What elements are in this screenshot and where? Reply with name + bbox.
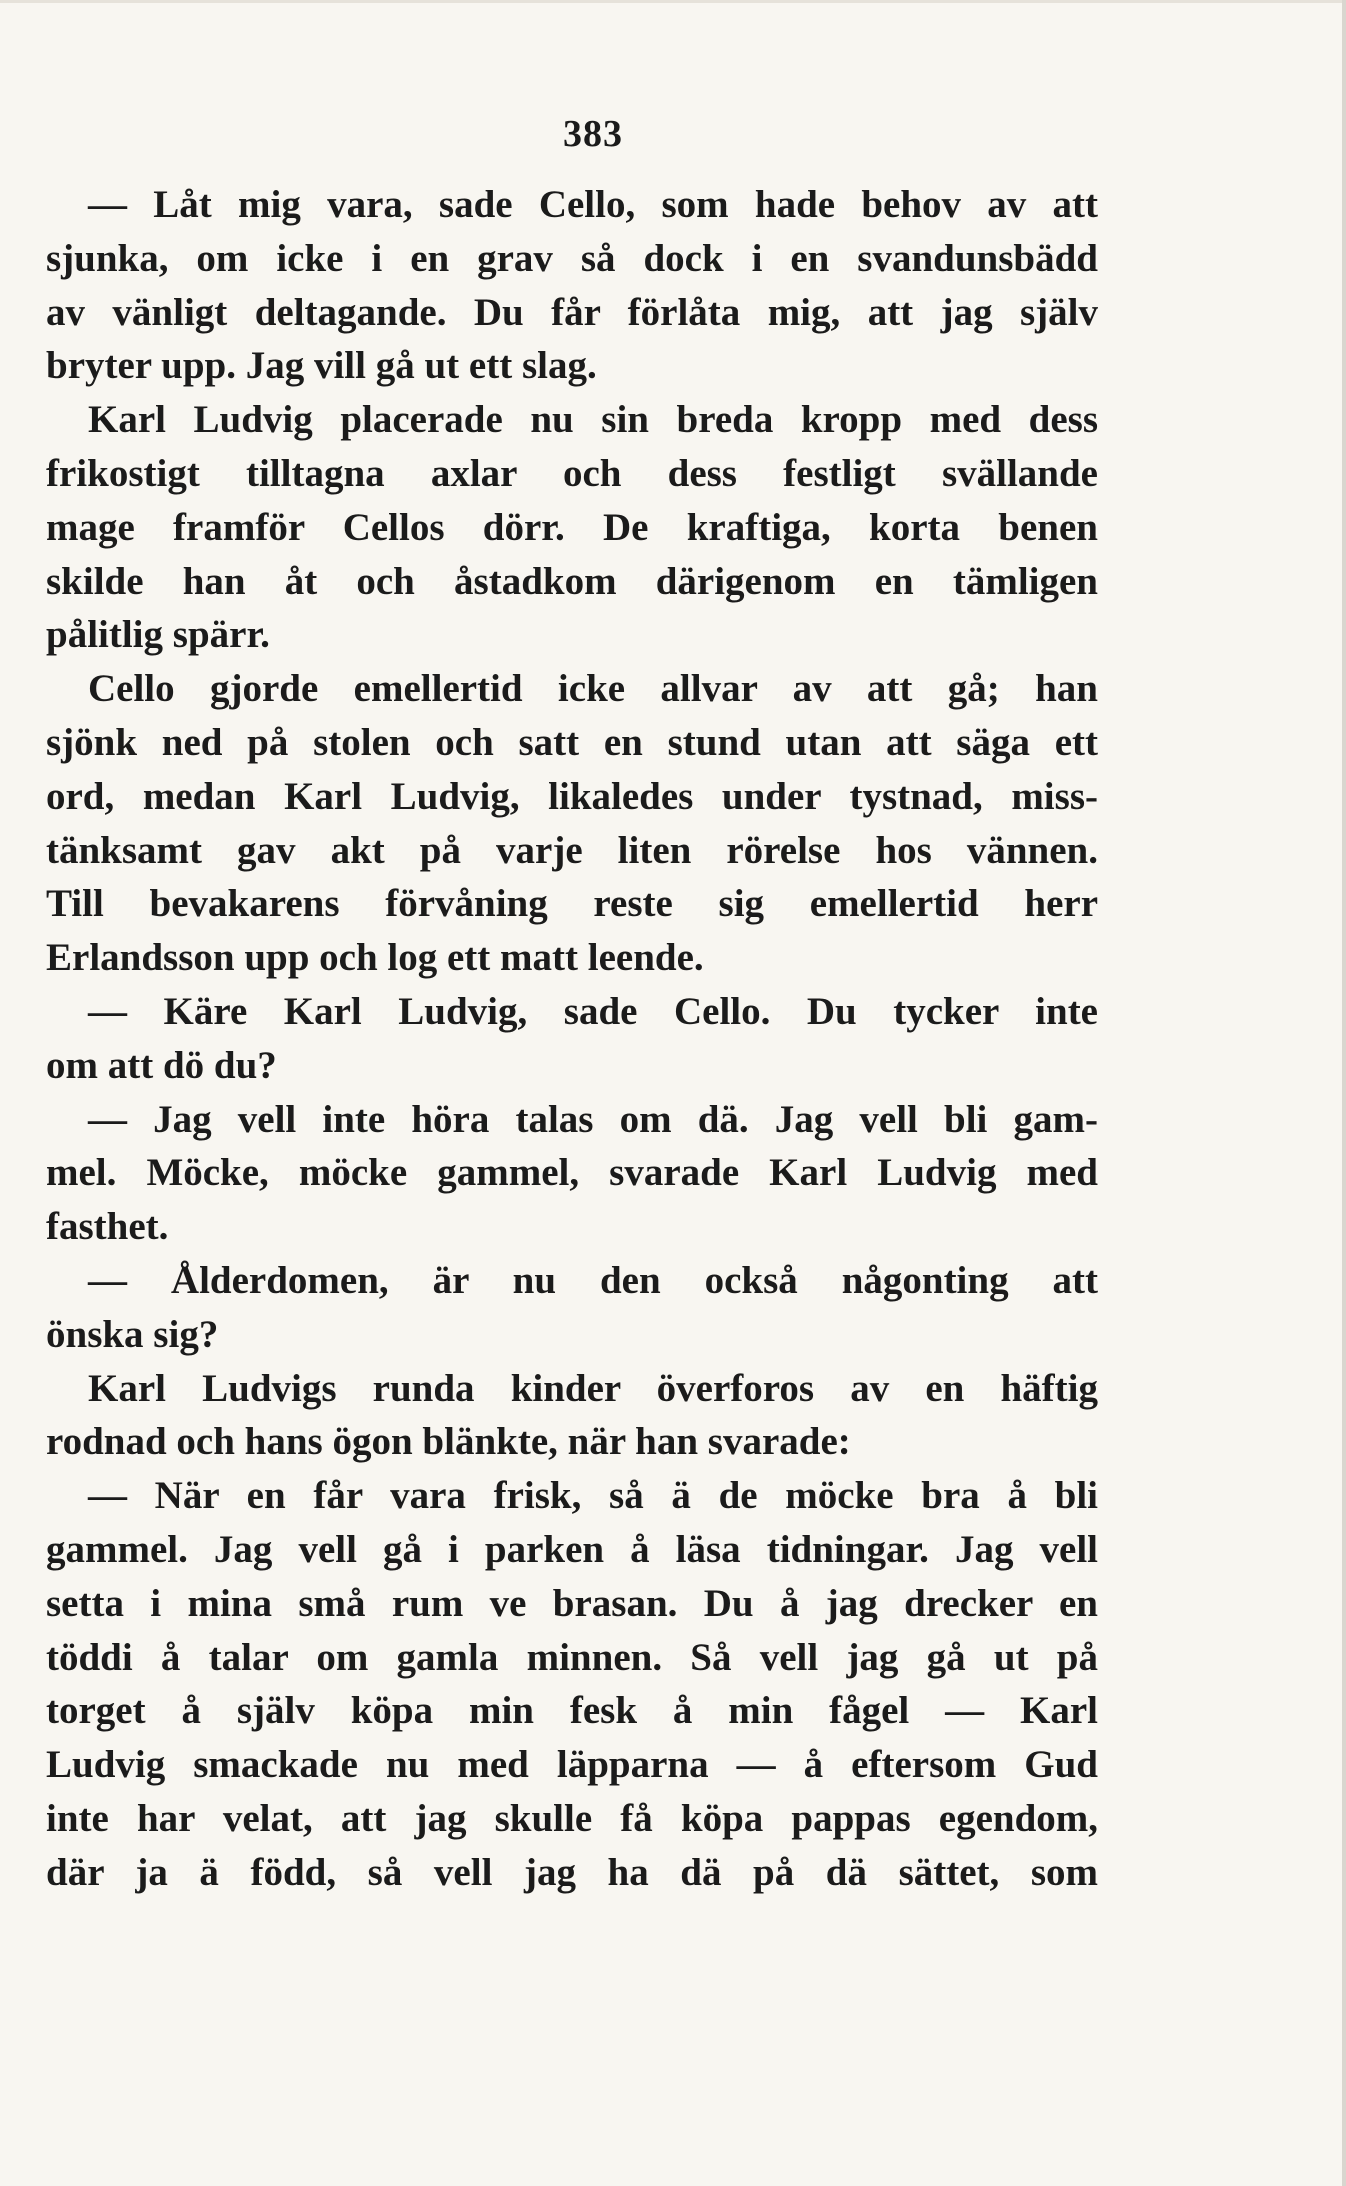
text-line: av vänligt deltagande. Du får förlåta mig, att jag själv <box>46 290 1098 334</box>
text-line: Till bevakarens förvåning reste sig emellertid herr <box>46 882 1098 926</box>
text-line: pålitlig spärr. <box>46 613 270 657</box>
text-line: sjunka, om icke i en grav så dock i en svandunsbädd <box>46 236 1098 280</box>
text-line: torget å själv köpa min fesk å min fågel — Karl <box>46 1689 1098 1733</box>
text-line: Karl Ludvigs runda kinder överforos av en häftig <box>88 1366 1098 1410</box>
text-line: — Jag vell inte höra talas om dä. Jag vell bli gam- <box>88 1097 1098 1141</box>
text-line: Ludvig smackade nu med läpparna — å eftersom Gud <box>46 1743 1098 1787</box>
text-line: önska sig? <box>46 1312 219 1356</box>
text-line: inte har velat, att jag skulle få köpa pappas egendom, <box>46 1796 1098 1840</box>
text-line: — Käre Karl Ludvig, sade Cello. Du tycker inte <box>88 989 1098 1033</box>
body-text <box>46 178 1098 1900</box>
text-line: Cello gjorde emellertid icke allvar av att gå; han <box>88 667 1098 711</box>
text-line: tänksamt gav akt på varje liten rörelse hos vännen. <box>46 828 1098 872</box>
text-line: Karl Ludvig placerade nu sin breda kropp med dess <box>88 398 1098 442</box>
page-right-edge <box>1342 0 1346 2186</box>
text-line: skilde han åt och åstadkom därigenom en tämligen <box>46 559 1098 603</box>
text-line: Erlandsson upp och log ett matt leende. <box>46 936 704 980</box>
text-line: — Låt mig vara, sade Cello, som hade behov av att <box>88 183 1098 226</box>
text-line: om att dö du? <box>46 1043 277 1087</box>
text-line: sjönk ned på stolen och satt en stund utan att säga ett <box>46 720 1098 764</box>
page-top-edge <box>0 0 1346 3</box>
text-line: — Ålderdomen, är nu den också någonting att <box>88 1258 1098 1302</box>
text-line: setta i mina små rum ve brasan. Du å jag drecker en <box>46 1581 1098 1625</box>
text-line: mel. Möcke, möcke gammel, svarade Karl Ludvig med <box>46 1151 1098 1195</box>
text-line: mage framför Cellos dörr. De kraftiga, korta benen <box>46 505 1098 549</box>
text-line: gammel. Jag vell gå i parken å läsa tidningar. Jag vell <box>46 1527 1098 1571</box>
text-line: bryter upp. Jag vill gå ut ett slag. <box>46 344 597 388</box>
text-line: där ja ä född, så vell jag ha dä på dä sättet, som <box>46 1850 1098 1894</box>
page-number: 383 <box>563 113 623 155</box>
text-line: ord, medan Karl Ludvig, likaledes under tystnad, miss- <box>46 774 1098 818</box>
text-line: — När en får vara frisk, så ä de möcke bra å bli <box>88 1474 1098 1518</box>
text-line: fasthet. <box>46 1205 169 1249</box>
text-line: rodnad och hans ögon blänkte, när han svarade: <box>46 1420 851 1464</box>
text-line: töddi å talar om gamla minnen. Så vell jag gå ut på <box>46 1635 1098 1679</box>
text-line: frikostigt tilltagna axlar och dess festligt svällande <box>46 451 1098 495</box>
